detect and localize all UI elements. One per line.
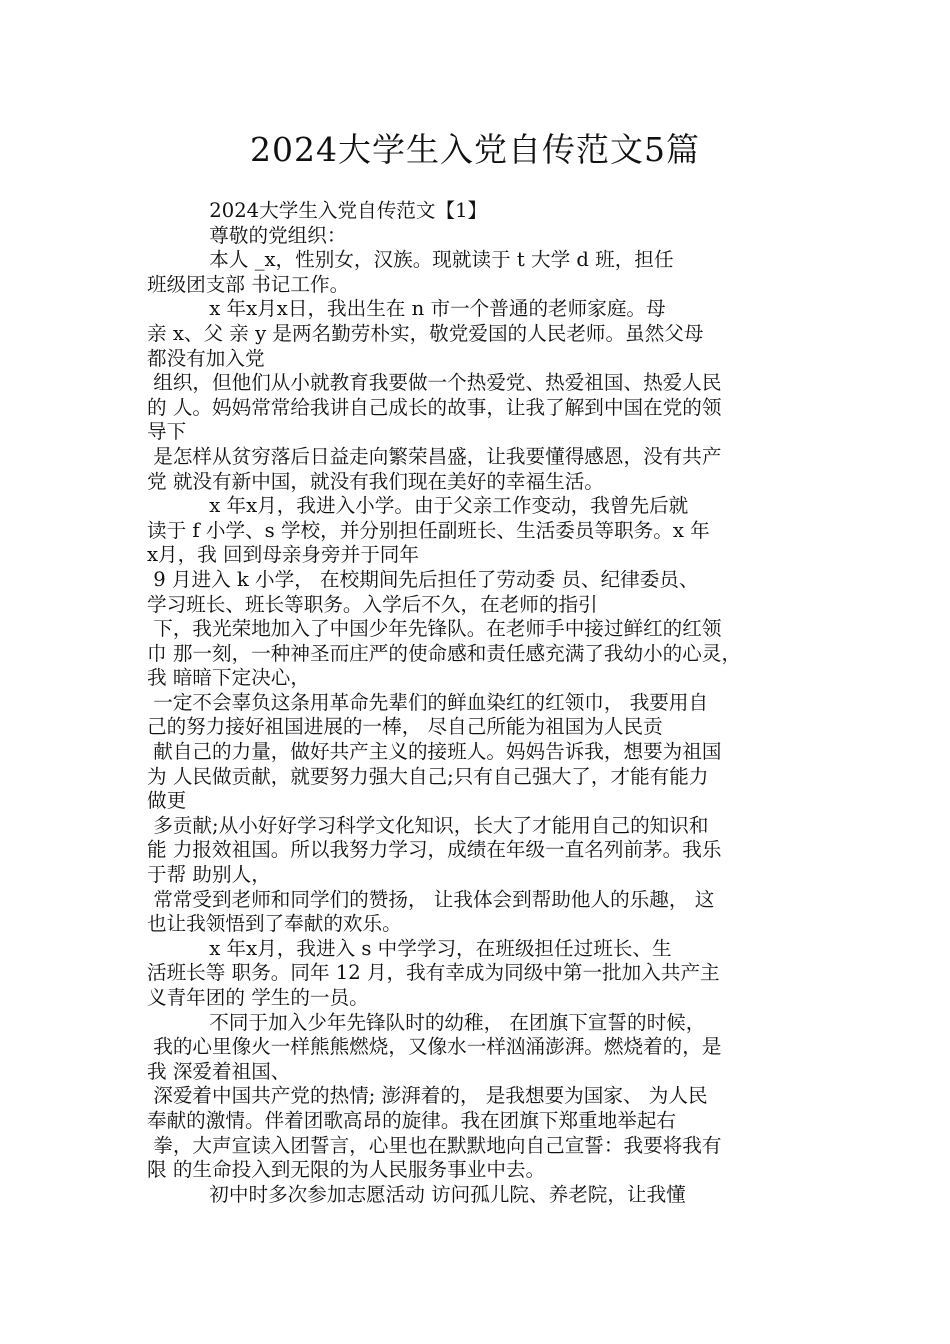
text-line: 我的心里像火一样熊熊燃烧，又像水一样汹涌澎湃。燃烧着的，是: [147, 1035, 722, 1059]
text-line: 都没有加入党: [147, 346, 265, 370]
text-line: 下，我光荣地加入了中国少年先锋队。在老师手中接过鲜红的红领: [147, 617, 722, 641]
text-line: 献自己的力量，做好共产主义的接班人。妈妈告诉我，想要为祖国: [147, 740, 722, 764]
text-line: 2024大学生入党自传范文【1】: [147, 199, 488, 222]
document-body: [147, 199, 812, 1207]
text-line: 亲 x、父 亲 y 是两名勤劳朴实，敬党爱国的人民老师。虽然父母: [147, 321, 704, 345]
text-line: 深爱着中国共产党的热情; 澎湃着的， 是我想要为国家、 为人民: [147, 1084, 708, 1108]
text-line: x月，我 回到母亲身旁并于同年: [147, 543, 419, 567]
text-line: 班级团支部 书记工作。: [147, 272, 350, 296]
text-line: 初中时多次参加志愿活动 访问孤儿院、养老院，让我懂: [147, 1182, 686, 1206]
text-line: 己的努力接好祖国进展的一棒， 尽自己所能为祖国为人民贡: [147, 715, 663, 739]
text-line: 常常受到老师和同学们的赞扬， 让我体会到帮助他人的乐趣， 这: [147, 887, 715, 911]
text-line: 我 深爱着祖国、: [147, 1059, 291, 1083]
page-title: 2024大学生入党自传范文5篇: [250, 130, 700, 169]
text-line: 导下: [147, 420, 187, 444]
text-line: 一定不会辜负这条用革命先辈们的鲜血染红的红领巾， 我要用自: [147, 690, 709, 714]
text-line: 活班长等 职务。同年 12 月，我有幸成为同级中第一批加入共产主: [147, 961, 720, 985]
text-line: 能 力报效祖国。所以我努力学习，成绩在年级一直名列前茅。我乐: [147, 838, 722, 862]
text-line: 奉献的激情。伴着团歌高昂的旋律。我在团旗下郑重地举起右: [147, 1108, 677, 1132]
text-line: 做更: [147, 789, 187, 813]
text-line: 限 的生命投入到无限的为人民服务事业中去。: [147, 1158, 546, 1182]
text-line: 是怎样从贫穷落后日益走向繁荣昌盛，让我要懂得感恩，没有共产: [147, 444, 722, 468]
text-line: 读于 f 小学、s 学校，并分别担任副班长、生活委员等职务。x 年: [147, 518, 710, 542]
text-line: 不同于加入少年先锋队时的幼稚， 在团旗下宣誓的时候，: [147, 1010, 706, 1034]
text-line: 组织，但他们从小就教育我要做一个热爱党、热爱祖国、热爱人民: [147, 371, 722, 395]
text-line: x 年x月，我进入 s 中学学习，在班级担任过班长、生: [147, 936, 672, 960]
text-line: 于帮 助别人，: [147, 863, 271, 887]
text-line: 也让我领悟到了奉献的欢乐。: [147, 912, 402, 936]
text-line: 义青年团的 学生的一员。: [147, 986, 369, 1009]
text-line: 为 人民做贡献，就要努力强大自己;只有自己强大了，才能有能力: [147, 764, 709, 788]
text-line: 党 就没有新中国，就没有我们现在美好的幸福生活。: [147, 469, 604, 493]
text-line: 多贡献;从小好好学习科学文化知识，长大了才能用自己的知识和: [147, 813, 709, 837]
text-line: 我 暗暗下定决心，: [147, 666, 310, 690]
text-line: 的 人。妈妈常常给我讲自己成长的故事，让我了解到中国在党的领: [147, 395, 722, 419]
text-line: 巾 那一刻，一种神圣而庄严的使命感和责任感充满了我幼小的心灵，: [147, 641, 742, 665]
text-line: 本人 _x，性别女，汉族。现就读于 t 大学 d 班，担任: [147, 248, 674, 272]
text-line: x 年x月，我进入小学。由于父亲工作变动，我曾先后就: [147, 494, 689, 518]
text-line: x 年x月x日，我出生在 n 市一个普通的老师家庭。母: [147, 297, 666, 321]
text-line: 9 月进入 k 小学， 在校期间先后担任了劳动委 员、纪律委员、: [147, 567, 699, 591]
text-line: 学习班长、班长等职务。入学后不久，在老师的指引: [147, 592, 598, 616]
text-line: 尊敬的党组织：: [147, 223, 347, 247]
text-line: 拳，大声宣读入团誓言，心里也在默默地向自己宣誓：我要将我有: [147, 1133, 722, 1157]
